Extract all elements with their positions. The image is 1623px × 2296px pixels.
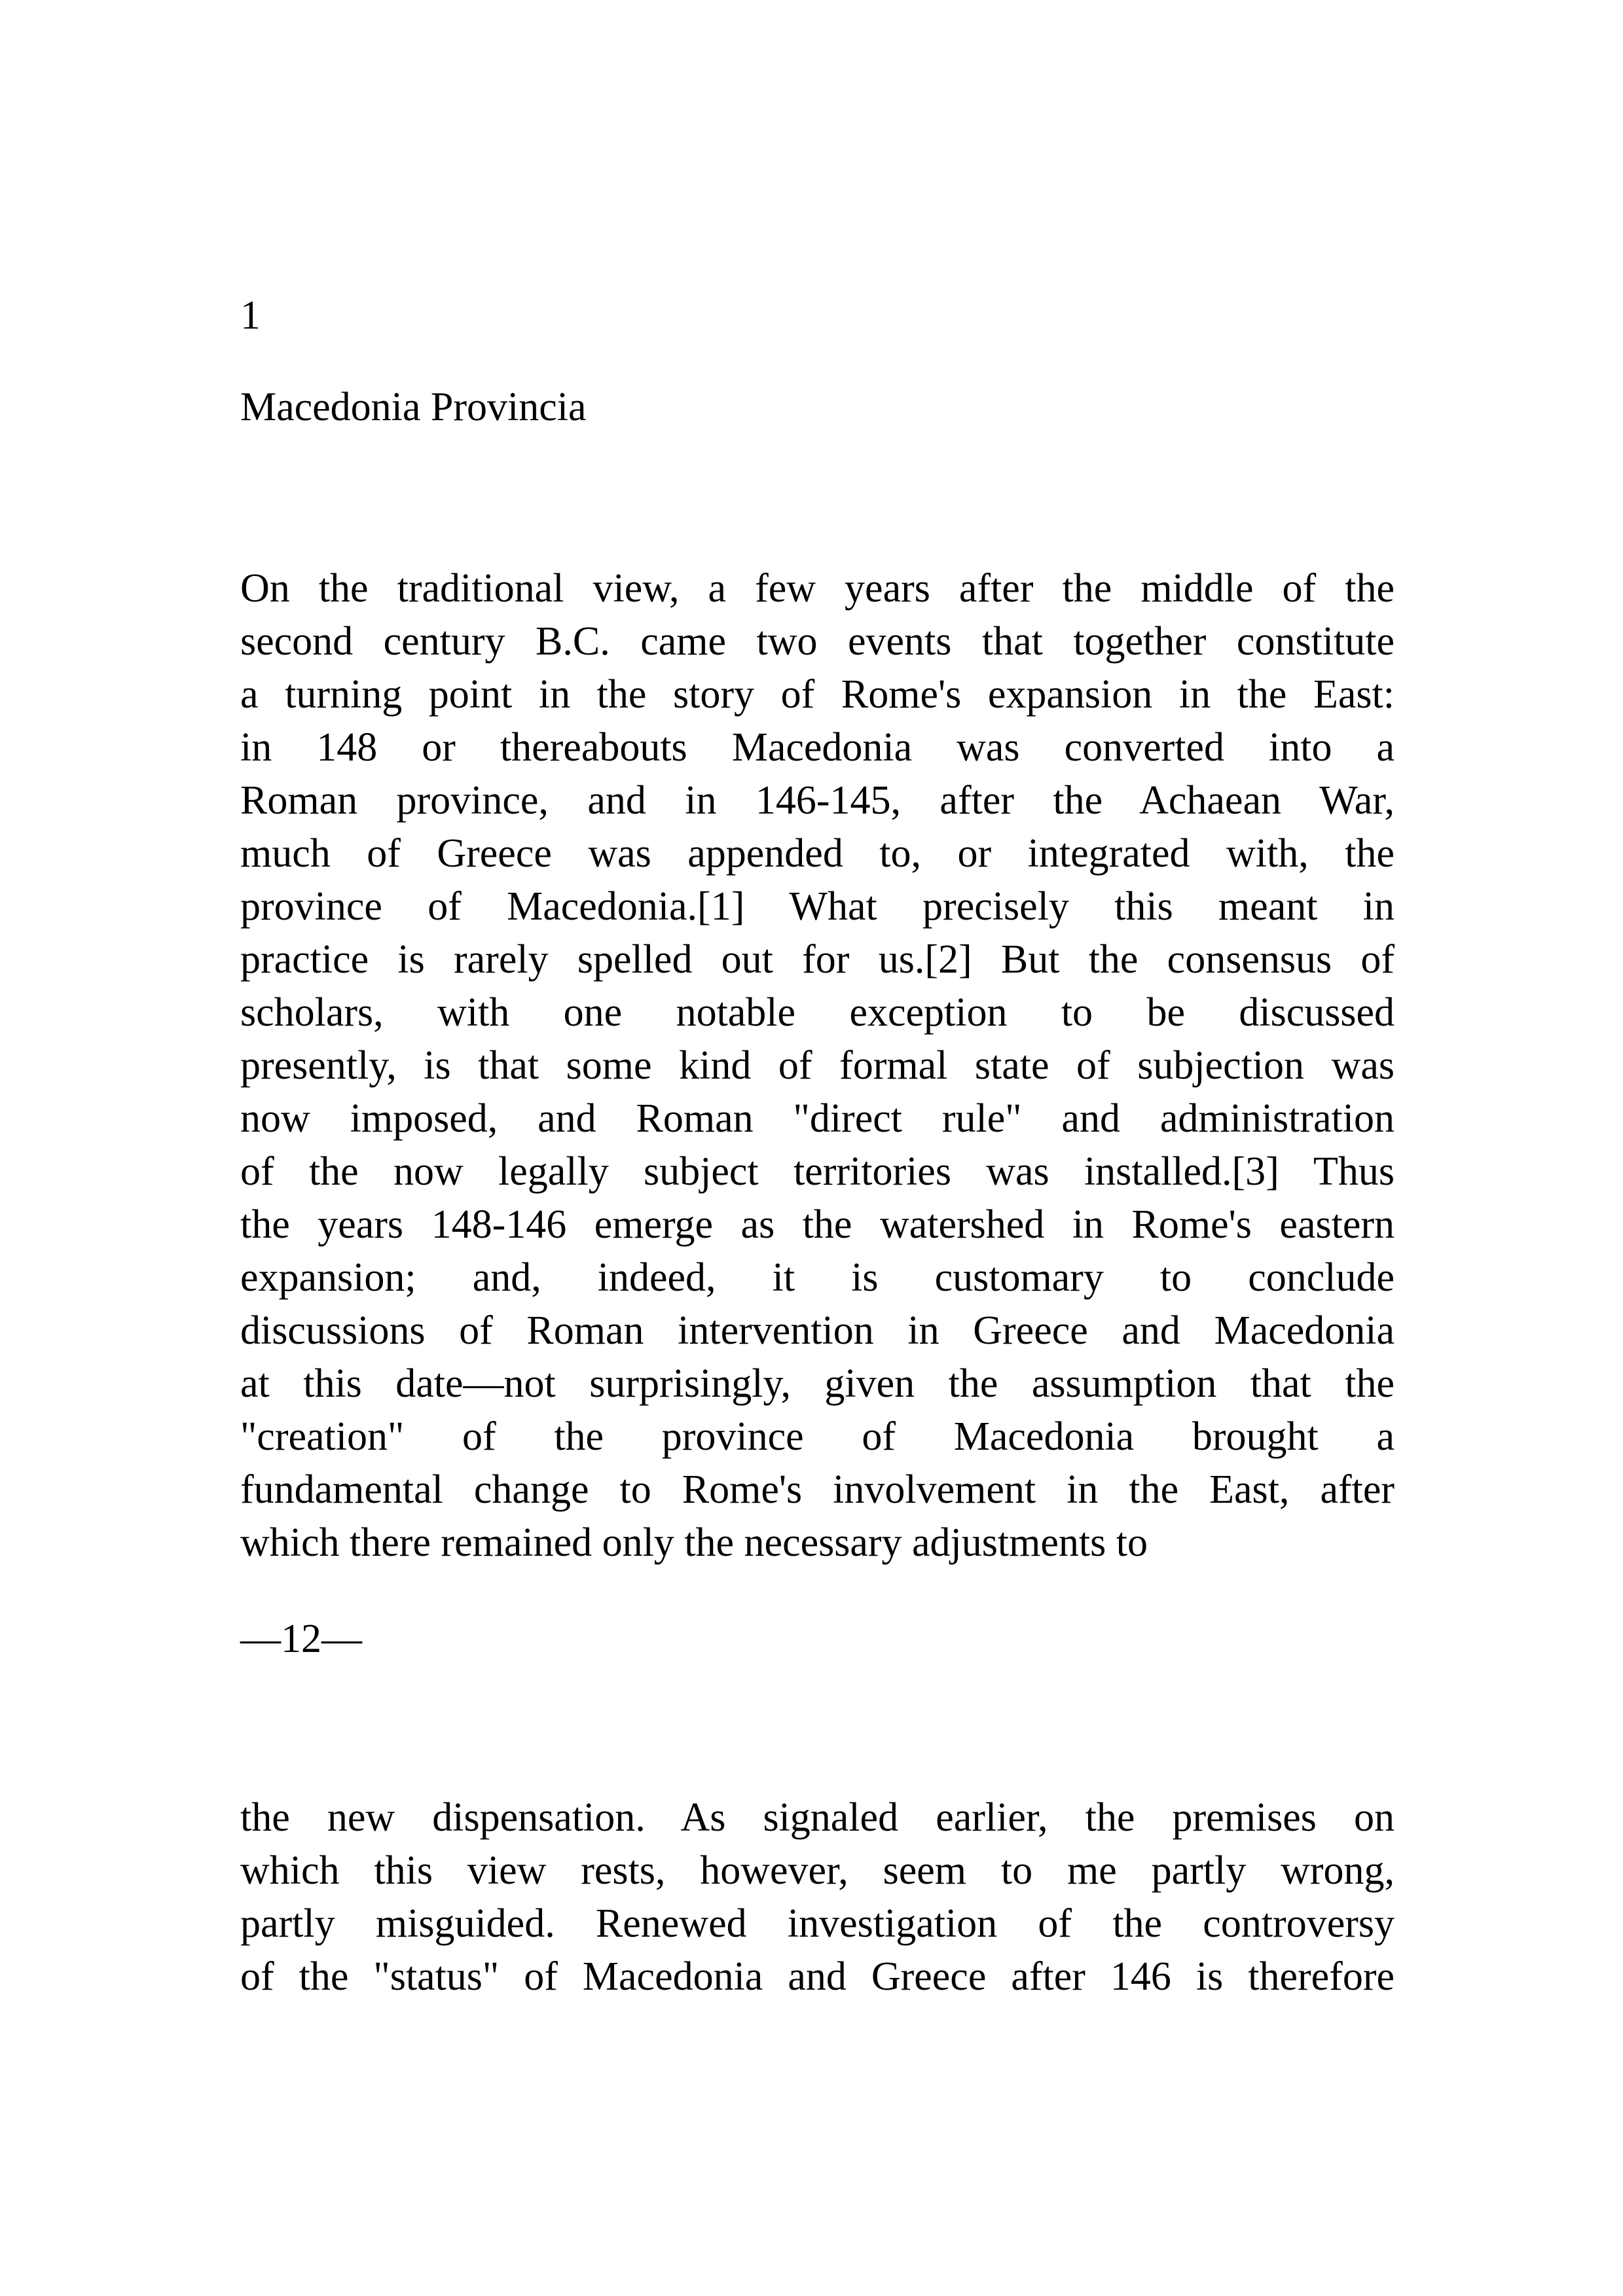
text-line: the new dispensation. As signaled earlier, the premises on [240,1795,1395,1840]
paragraph-2 [240,1791,1395,2003]
text-line: Roman province, and in 146-145, after the Achaean War, [240,778,1395,823]
text-line: the years 148-146 emerge as the watershed in Rome's eastern [240,1202,1395,1247]
text-line: which there remained only the necessary adjustments to [240,1520,1148,1565]
paragraph-1 [240,562,1395,1570]
text-line: at this date—not surprisingly, given the assumption that the [240,1361,1395,1406]
text-line: a turning point in the story of Rome's expansion in the East: [240,672,1395,717]
page-number: —12— [240,1617,362,1661]
text-line: On the traditional view, a few years after the middle of the [240,566,1395,611]
text-line: partly misguided. Renewed investigation of the controversy [240,1901,1395,1946]
text-line: of the "status" of Macedonia and Greece after 146 is therefore [240,1954,1395,1999]
text-line: "creation" of the province of Macedonia brought a [240,1414,1395,1459]
text-line: much of Greece was appended to, or integrated with, the [240,831,1395,876]
text-line: fundamental change to Rome's involvement in the East, after [240,1467,1395,1512]
chapter-number: 1 [240,293,261,338]
text-line: of the now legally subject territories was installed.[3] Thus [240,1149,1395,1194]
text-line: province of Macedonia.[1] What precisely this meant in [240,884,1395,929]
text-line: in 148 or thereabouts Macedonia was converted into a [240,725,1395,770]
text-line: practice is rarely spelled out for us.[2] But the consensus of [240,937,1395,982]
text-line: second century B.C. came two events that together constitute [240,619,1395,664]
text-line: now imposed, and Roman "direct rule" and administration [240,1096,1395,1141]
text-line: presently, is that some kind of formal state of subjection was [240,1043,1395,1088]
chapter-title: Macedonia Provincia [240,385,587,429]
text-line: expansion; and, indeed, it is customary to conclude [240,1255,1395,1300]
text-line: discussions of Roman intervention in Greece and Macedonia [240,1308,1395,1353]
text-line: scholars, with one notable exception to be discussed [240,990,1395,1035]
text-line: which this view rests, however, seem to me partly wrong, [240,1848,1395,1893]
